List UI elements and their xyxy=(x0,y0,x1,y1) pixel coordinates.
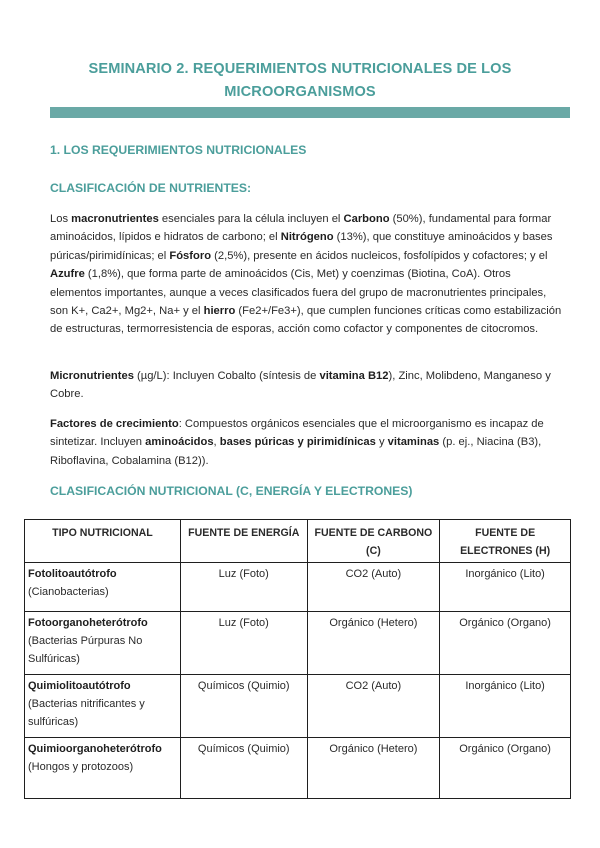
header-carbon-source: FUENTE DE CARBONO (C) xyxy=(307,520,440,563)
cell-type xyxy=(25,563,181,612)
cell-type xyxy=(25,675,181,738)
cell-type xyxy=(25,612,181,675)
cell-carbon: Orgánico (Hetero) xyxy=(307,612,440,675)
type-name: Quimiolitoautótrofo xyxy=(28,680,131,692)
title-line-1: SEMINARIO 2. REQUERIMIENTOS NUTRICIONALES DE LOS xyxy=(88,61,512,77)
cell-energy: Luz (Foto) xyxy=(180,612,307,675)
table-row xyxy=(25,563,571,612)
section-heading-requirements: 1. LOS REQUERIMIENTOS NUTRICIONALES xyxy=(50,143,307,157)
table-header-row xyxy=(25,520,571,563)
paragraph-macronutrients: Los macronutrientes esenciales para la célula incluyen el Carbono (50%), fundamental para formar aminoácidos, lípidos e hidratos de carbono; el Nitrógeno (13%), que constituye aminoácidos y bases púricas/pirimidínicas; el Fósforo (2,5%), presente en ácidos nucleicos, fosfolípidos y cofactores; y el Azufre (1,8%), que forma parte de aminoácidos (Cis, Met) y coenzimas (Biotina, CoA). Otros elementos importantes, aunque a veces clasificados fuera del grupo de macronutrientes principales, son K+, Ca2+, Mg2+, Na+ y el hierro (Fe2+/Fe3+), que cumplen funciones críticas como estabilización de estructuras, termorresistencia de esporas, acción como cofactor y componentes de citocromos. xyxy=(50,213,562,336)
cell-energy: Químicos (Quimio) xyxy=(180,675,307,738)
page-title xyxy=(60,58,540,104)
table-row xyxy=(25,675,571,738)
cell-carbon: CO2 (Auto) xyxy=(307,675,440,738)
cell-electrons: Orgánico (Organo) xyxy=(440,738,571,799)
paragraph-micronutrients: Micronutrientes (µg/L): Incluyen Cobalto (síntesis de vitamina B12), Zinc, Molibdeno, Manganeso y Cobre. xyxy=(50,370,551,401)
cell-energy: Químicos (Quimio) xyxy=(180,738,307,799)
heading-nutrient-classification: CLASIFICACIÓN DE NUTRIENTES: xyxy=(50,181,252,195)
cell-electrons: Inorgánico (Lito) xyxy=(440,675,571,738)
type-example: (Bacterias Púrpuras No Sulfúricas) xyxy=(28,635,143,665)
type-example: (Hongos y protozoos) xyxy=(28,761,134,773)
type-name: Quimioorganoheterótrofo xyxy=(28,743,162,755)
type-name: Fotolitoautótrofo xyxy=(28,568,117,580)
title-line-2: MICROORGANISMOS xyxy=(224,84,376,100)
paragraph-growth-factors: Factores de crecimiento: Compuestos orgánicos esenciales que el microorganismo es incapaz de sintetizar. Incluyen aminoácidos, bases púricas y pirimidínicas y vitaminas (p. ej., Niacina (B3), Riboflavina, Cobalamina (B12)). xyxy=(50,418,544,467)
title-divider-bar xyxy=(50,107,570,118)
cell-electrons: Orgánico (Organo) xyxy=(440,612,571,675)
cell-type xyxy=(25,738,181,799)
heading-nutritional-classification: CLASIFICACIÓN NUTRICIONAL (C, ENERGÍA Y ELECTRONES) xyxy=(50,484,413,498)
cell-carbon: Orgánico (Hetero) xyxy=(307,738,440,799)
nutritional-classification-table xyxy=(24,519,571,799)
cell-energy: Luz (Foto) xyxy=(180,563,307,612)
type-name: Fotoorganoheterótrofo xyxy=(28,617,148,629)
type-example: (Cianobacterias) xyxy=(28,586,109,598)
cell-electrons: Inorgánico (Lito) xyxy=(440,563,571,612)
type-example: (Bacterias nitrificantes y sulfúricas) xyxy=(28,698,145,728)
table-row xyxy=(25,612,571,675)
header-energy-source: FUENTE DE ENERGÍA xyxy=(180,520,307,563)
header-electron-source: FUENTE DE ELECTRONES (H) xyxy=(440,520,571,563)
table-row xyxy=(25,738,571,799)
header-nutritional-type: TIPO NUTRICIONAL xyxy=(25,520,181,563)
cell-carbon: CO2 (Auto) xyxy=(307,563,440,612)
